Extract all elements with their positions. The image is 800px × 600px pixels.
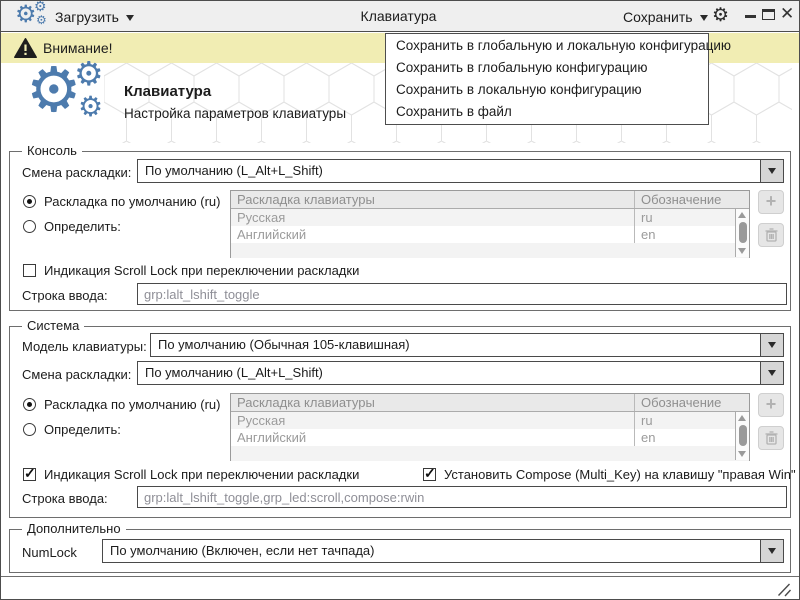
scroll-down-icon[interactable] [738,451,746,457]
console-add-layout-button[interactable] [758,190,784,214]
console-input-string-field[interactable] [137,283,787,305]
console-scroll-lock-checkbox[interactable] [23,264,36,277]
scroll-up-icon[interactable] [738,212,746,218]
col-header-layout: Раскладка клавиатуры [231,394,635,411]
trash-icon [765,431,778,445]
minimize-button[interactable] [745,15,756,18]
table-row[interactable]: Русская ru [231,209,749,226]
system-scroll-lock-label[interactable]: Индикация Scroll Lock при переключении раскладки [44,467,360,482]
menu-item-save-global-and-local[interactable]: Сохранить в глобальную и локальную конфигурацию [396,38,731,53]
col-header-code: Обозначение [641,395,722,410]
system-layouts-table [230,393,750,461]
system-layout-switch-value: По умолчанию (L_Alt+L_Shift) [145,365,323,380]
scrollbar-thumb[interactable] [739,425,747,446]
save-button[interactable] [623,1,708,32]
table-scrollbar[interactable] [735,209,749,257]
plus-icon: + [765,394,777,414]
system-keyboard-model-value: По умолчанию (Обычная 105-клавишная) [158,337,410,352]
chevron-down-icon [768,342,776,348]
table-scrollbar[interactable] [735,412,749,460]
group-system [9,318,796,518]
numlock-select[interactable] [102,539,784,563]
keyboard-module-gears-icon: ⚙ ⚙ ⚙ [26,55,104,125]
group-console [9,143,791,311]
load-button[interactable] [55,1,134,32]
page-title: Клавиатура [124,83,212,100]
console-layout-switch-select[interactable] [137,159,784,183]
menu-item-save-to-file[interactable]: Сохранить в файл [396,104,512,119]
trash-icon [765,228,778,242]
console-input-string-label: Строка ввода: [22,288,108,303]
page-subtitle: Настройка параметров клавиатуры [124,106,347,121]
console-radio-default-layout[interactable] [23,195,36,208]
system-delete-layout-button[interactable] [758,426,784,450]
system-model-label: Модель клавиатуры: [22,339,147,354]
table-header-row [231,394,749,412]
settings-gear-icon[interactable]: ⚙ [712,5,730,26]
chevron-down-icon [768,548,776,554]
scrollbar-thumb[interactable] [739,222,747,243]
group-extra-legend: Дополнительно [22,521,126,536]
titlebar [1,1,799,32]
table-row[interactable]: Английский en [231,429,749,446]
console-layout-switch-value: По умолчанию (L_Alt+L_Shift) [145,163,323,178]
warning-text: Внимание! [43,40,113,56]
system-radio-default-layout[interactable] [23,398,36,411]
system-input-string-field[interactable] [137,486,787,508]
console-layouts-table [230,190,750,258]
group-system-legend: Система [22,318,84,333]
load-button-label: Загрузить [55,8,119,25]
console-radio-define[interactable] [23,220,36,233]
system-keyboard-model-select[interactable] [150,333,784,357]
window-title: Клавиатура [360,8,437,24]
system-layout-switch-select[interactable] [137,361,784,385]
statusbar-separator [1,576,799,577]
system-compose-label[interactable]: Установить Compose (Multi_Key) на клавишу "правая Win" [444,467,796,482]
col-header-layout: Раскладка клавиатуры [231,191,635,208]
table-header-row [231,191,749,209]
system-scroll-lock-checkbox[interactable] [23,468,36,481]
save-button-label: Сохранить [623,8,693,25]
console-delete-layout-button[interactable] [758,223,784,247]
chevron-down-icon [126,15,134,21]
numlock-value: По умолчанию (Включен, если нет тачпада) [110,543,375,558]
table-row[interactable]: Английский en [231,226,749,243]
system-radio-default-label[interactable]: Раскладка по умолчанию (ru) [44,397,221,412]
system-radio-define-label[interactable]: Определить: [44,422,121,437]
plus-icon: + [765,191,777,211]
console-scroll-lock-label[interactable]: Индикация Scroll Lock при переключении раскладки [44,263,360,278]
chevron-down-icon [768,168,776,174]
console-switch-label: Смена раскладки: [22,165,132,180]
system-switch-label: Смена раскладки: [22,367,132,382]
system-input-string-label: Строка ввода: [22,491,108,506]
chevron-down-icon [768,370,776,376]
close-button[interactable]: ✕ [780,4,795,23]
scroll-down-icon[interactable] [738,248,746,254]
system-compose-checkbox[interactable] [423,468,436,481]
menu-item-save-global[interactable]: Сохранить в глобальную конфигурацию [396,60,648,75]
app-gears-logo-icon: ⚙ ⚙ ⚙ [15,0,47,28]
console-radio-default-label[interactable]: Раскладка по умолчанию (ru) [44,194,221,209]
scroll-up-icon[interactable] [738,415,746,421]
maximize-button[interactable] [762,9,775,20]
col-header-code: Обозначение [641,192,722,207]
chevron-down-icon [700,15,708,21]
menu-item-save-local[interactable]: Сохранить в локальную конфигурацию [396,82,642,97]
resize-grip[interactable] [775,583,792,597]
numlock-label: NumLock [22,545,77,560]
system-add-layout-button[interactable] [758,393,784,417]
system-radio-define[interactable] [23,423,36,436]
group-extra [9,521,791,573]
group-console-legend: Консоль [22,143,82,158]
table-row[interactable]: Русская ru [231,412,749,429]
save-menu [385,33,731,125]
console-radio-define-label[interactable]: Определить: [44,219,121,234]
